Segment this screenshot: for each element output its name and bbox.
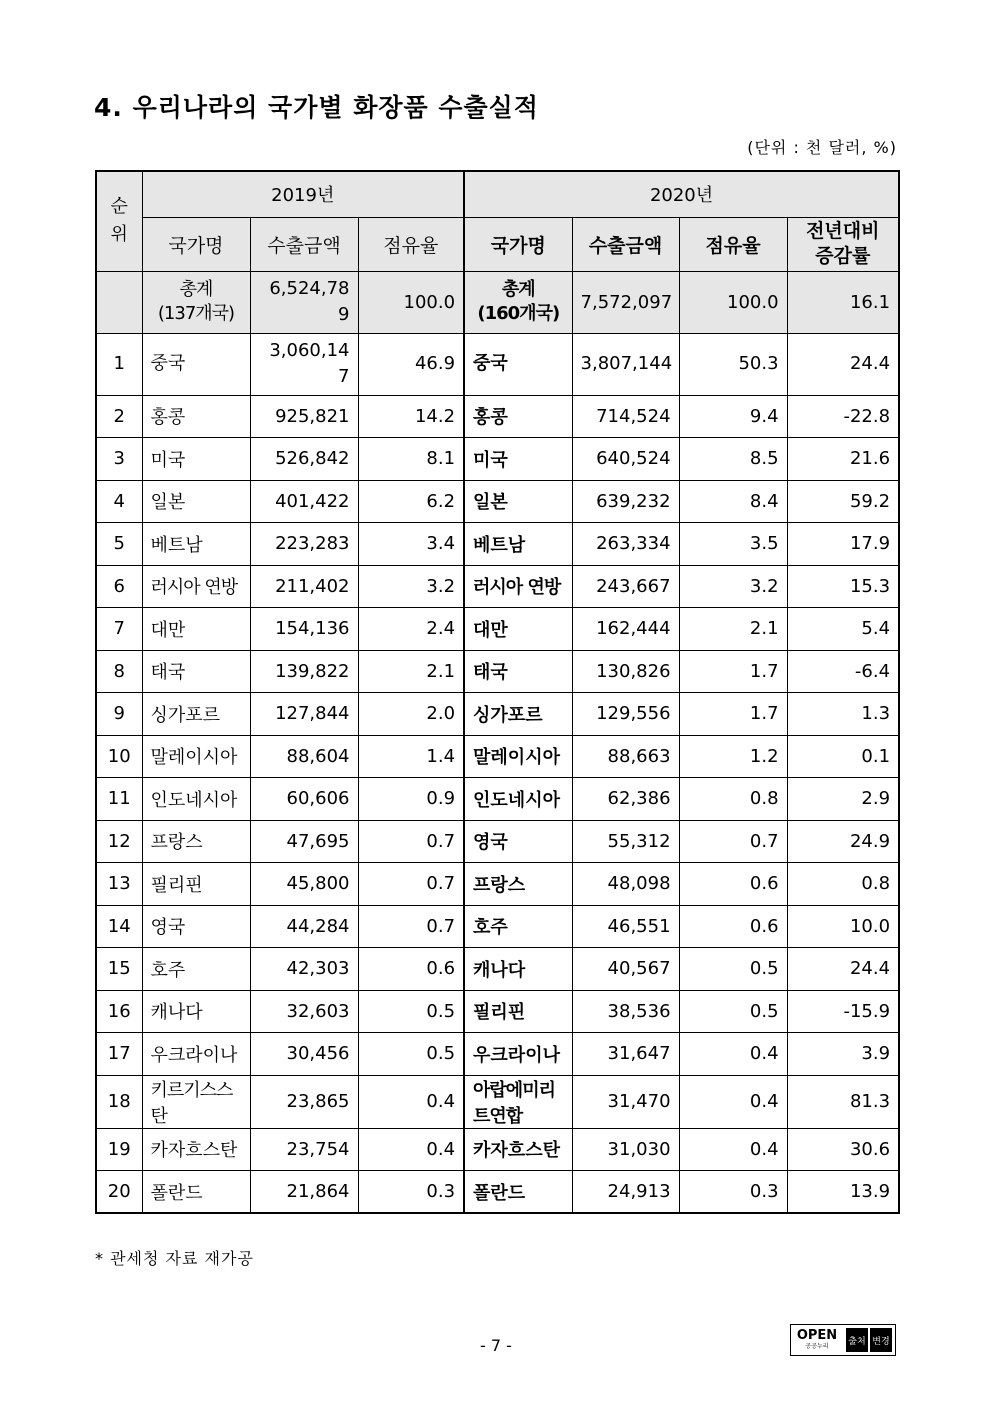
amount-2019-cell: 44,284 bbox=[250, 905, 358, 948]
amount-2020-cell: 639,232 bbox=[572, 480, 679, 523]
amount-2020-cell: 24,913 bbox=[572, 1171, 679, 1214]
country-2019-cell: 프랑스 bbox=[142, 820, 250, 863]
change-2020-cell: 0.1 bbox=[787, 735, 899, 778]
country-2020-cell: 우크라이나 bbox=[464, 1033, 572, 1076]
rank-cell: 17 bbox=[96, 1033, 142, 1076]
rank-cell: 19 bbox=[96, 1128, 142, 1171]
export-table bbox=[95, 170, 900, 1214]
share-2019-cell: 3.2 bbox=[358, 565, 464, 608]
amount-2019-cell: 32,603 bbox=[250, 990, 358, 1033]
country-2020-cell: 아랍에미리트연합 bbox=[464, 1075, 572, 1128]
license-change-icon: 변경 bbox=[870, 1328, 892, 1352]
amount-2020-cell: 48,098 bbox=[572, 863, 679, 906]
amount-2019-cell: 45,800 bbox=[250, 863, 358, 906]
table-row bbox=[96, 905, 899, 948]
amount-2020-cell: 31,647 bbox=[572, 1033, 679, 1076]
country-2020-cell: 미국 bbox=[464, 438, 572, 481]
share-2019-cell: 0.7 bbox=[358, 863, 464, 906]
col-amount-2020: 수출금액 bbox=[572, 217, 679, 271]
share-2019-cell: 8.1 bbox=[358, 438, 464, 481]
country-2020-cell: 홍콩 bbox=[464, 395, 572, 438]
rank-header: 순 위 bbox=[96, 171, 142, 271]
change-2020-cell: 10.0 bbox=[787, 905, 899, 948]
share-2019-cell: 0.4 bbox=[358, 1128, 464, 1171]
table-row bbox=[96, 395, 899, 438]
total-2020-share: 100.0 bbox=[679, 271, 787, 333]
amount-2020-cell: 55,312 bbox=[572, 820, 679, 863]
share-2019-cell: 46.9 bbox=[358, 333, 464, 395]
rank-cell: 10 bbox=[96, 735, 142, 778]
change-2020-cell: 13.9 bbox=[787, 1171, 899, 1214]
share-2019-cell: 0.3 bbox=[358, 1171, 464, 1214]
amount-2019-cell: 30,456 bbox=[250, 1033, 358, 1076]
share-2019-cell: 0.5 bbox=[358, 1033, 464, 1076]
change-2020-cell: 5.4 bbox=[787, 608, 899, 651]
amount-2019-cell: 3,060,147 bbox=[250, 333, 358, 395]
total-2019-amount: 6,524,789 bbox=[250, 271, 358, 333]
amount-2020-cell: 88,663 bbox=[572, 735, 679, 778]
rank-cell: 20 bbox=[96, 1171, 142, 1214]
amount-2019-cell: 223,283 bbox=[250, 523, 358, 566]
share-2019-cell: 0.7 bbox=[358, 905, 464, 948]
table-row bbox=[96, 333, 899, 395]
rank-cell: 2 bbox=[96, 395, 142, 438]
share-2019-cell: 0.7 bbox=[358, 820, 464, 863]
total-2020-amount: 7,572,097 bbox=[572, 271, 679, 333]
change-2020-cell: -15.9 bbox=[787, 990, 899, 1033]
table-row bbox=[96, 1033, 899, 1076]
change-2020-cell: 21.6 bbox=[787, 438, 899, 481]
amount-2019-cell: 42,303 bbox=[250, 948, 358, 991]
year-2020-header: 2020년 bbox=[464, 171, 899, 217]
country-2019-cell: 호주 bbox=[142, 948, 250, 991]
footnote: * 관세청 자료 재가공 bbox=[95, 1249, 254, 1268]
country-2019-cell: 중국 bbox=[142, 333, 250, 395]
change-2020-cell: 2.9 bbox=[787, 778, 899, 821]
share-2020-cell: 9.4 bbox=[679, 395, 787, 438]
rank-cell: 11 bbox=[96, 778, 142, 821]
share-2020-cell: 8.4 bbox=[679, 480, 787, 523]
amount-2020-cell: 31,030 bbox=[572, 1128, 679, 1171]
table-row bbox=[96, 565, 899, 608]
rank-cell: 15 bbox=[96, 948, 142, 991]
country-2020-cell: 중국 bbox=[464, 333, 572, 395]
share-2019-cell: 1.4 bbox=[358, 735, 464, 778]
amount-2019-cell: 21,864 bbox=[250, 1171, 358, 1214]
rank-cell: 8 bbox=[96, 650, 142, 693]
country-2020-cell: 필리핀 bbox=[464, 990, 572, 1033]
open-logo-word: OPEN bbox=[796, 1328, 838, 1343]
share-2020-cell: 50.3 bbox=[679, 333, 787, 395]
col-share-2020: 점유율 bbox=[679, 217, 787, 271]
table-row bbox=[96, 480, 899, 523]
share-2020-cell: 0.6 bbox=[679, 905, 787, 948]
col-share-2019: 점유율 bbox=[358, 217, 464, 271]
share-2019-cell: 3.4 bbox=[358, 523, 464, 566]
table-row bbox=[96, 778, 899, 821]
share-2019-cell: 6.2 bbox=[358, 480, 464, 523]
share-2020-cell: 0.4 bbox=[679, 1033, 787, 1076]
share-2019-cell: 2.1 bbox=[358, 650, 464, 693]
year-2019-header: 2019년 bbox=[142, 171, 464, 217]
rank-cell: 18 bbox=[96, 1075, 142, 1128]
share-2019-cell: 14.2 bbox=[358, 395, 464, 438]
share-2020-cell: 1.7 bbox=[679, 693, 787, 736]
rank-cell: 4 bbox=[96, 480, 142, 523]
country-2020-cell: 대만 bbox=[464, 608, 572, 651]
country-2019-cell: 캐나다 bbox=[142, 990, 250, 1033]
country-2019-cell: 폴란드 bbox=[142, 1171, 250, 1214]
share-2019-cell: 0.4 bbox=[358, 1075, 464, 1128]
country-2020-cell: 싱가포르 bbox=[464, 693, 572, 736]
amount-2019-cell: 211,402 bbox=[250, 565, 358, 608]
country-2020-cell: 베트남 bbox=[464, 523, 572, 566]
change-2020-cell: 81.3 bbox=[787, 1075, 899, 1128]
change-2020-cell: -22.8 bbox=[787, 395, 899, 438]
change-2020-cell: 3.9 bbox=[787, 1033, 899, 1076]
country-2020-cell: 말레이시아 bbox=[464, 735, 572, 778]
amount-2020-cell: 129,556 bbox=[572, 693, 679, 736]
amount-2020-cell: 62,386 bbox=[572, 778, 679, 821]
share-2020-cell: 0.4 bbox=[679, 1075, 787, 1128]
total-2019-share: 100.0 bbox=[358, 271, 464, 333]
amount-2020-cell: 640,524 bbox=[572, 438, 679, 481]
country-2020-cell: 인도네시아 bbox=[464, 778, 572, 821]
share-2020-cell: 3.5 bbox=[679, 523, 787, 566]
country-2019-cell: 태국 bbox=[142, 650, 250, 693]
share-2020-cell: 3.2 bbox=[679, 565, 787, 608]
change-2020-cell: 59.2 bbox=[787, 480, 899, 523]
amount-2019-cell: 88,604 bbox=[250, 735, 358, 778]
table-row bbox=[96, 650, 899, 693]
rank-cell: 16 bbox=[96, 990, 142, 1033]
change-2020-cell: 30.6 bbox=[787, 1128, 899, 1171]
country-2019-cell: 일본 bbox=[142, 480, 250, 523]
amount-2020-cell: 130,826 bbox=[572, 650, 679, 693]
amount-2019-cell: 925,821 bbox=[250, 395, 358, 438]
country-2020-cell: 캐나다 bbox=[464, 948, 572, 991]
amount-2019-cell: 526,842 bbox=[250, 438, 358, 481]
amount-2020-cell: 31,470 bbox=[572, 1075, 679, 1128]
amount-2019-cell: 139,822 bbox=[250, 650, 358, 693]
country-2019-cell: 키르기스스탄 bbox=[142, 1075, 250, 1128]
amount-2020-cell: 162,444 bbox=[572, 608, 679, 651]
amount-2019-cell: 23,865 bbox=[250, 1075, 358, 1128]
country-2019-cell: 말레이시아 bbox=[142, 735, 250, 778]
total-2019-name: 총계 (137개국) bbox=[142, 271, 250, 333]
country-2019-cell: 인도네시아 bbox=[142, 778, 250, 821]
country-2020-cell: 러시아 연방 bbox=[464, 565, 572, 608]
rank-cell: 9 bbox=[96, 693, 142, 736]
rank-cell: 3 bbox=[96, 438, 142, 481]
country-2019-cell: 카자흐스탄 bbox=[142, 1128, 250, 1171]
page-title: 4. 우리나라의 국가별 화장품 수출실적 bbox=[94, 93, 539, 122]
amount-2020-cell: 243,667 bbox=[572, 565, 679, 608]
share-2020-cell: 0.6 bbox=[679, 863, 787, 906]
amount-2019-cell: 401,422 bbox=[250, 480, 358, 523]
table-row bbox=[96, 1171, 899, 1214]
country-2019-cell: 필리핀 bbox=[142, 863, 250, 906]
table-row bbox=[96, 693, 899, 736]
amount-2019-cell: 23,754 bbox=[250, 1128, 358, 1171]
col-change-2020: 전년대비 증감률 bbox=[787, 217, 899, 271]
amount-2019-cell: 60,606 bbox=[250, 778, 358, 821]
country-2019-cell: 베트남 bbox=[142, 523, 250, 566]
table-row bbox=[96, 990, 899, 1033]
share-2019-cell: 2.0 bbox=[358, 693, 464, 736]
country-2019-cell: 러시아 연방 bbox=[142, 565, 250, 608]
share-2020-cell: 0.8 bbox=[679, 778, 787, 821]
change-2020-cell: 24.4 bbox=[787, 333, 899, 395]
amount-2020-cell: 40,567 bbox=[572, 948, 679, 991]
page-number: - 7 - bbox=[480, 1336, 512, 1355]
change-2020-cell: -6.4 bbox=[787, 650, 899, 693]
table-row bbox=[96, 1128, 899, 1171]
share-2019-cell: 0.9 bbox=[358, 778, 464, 821]
amount-2020-cell: 714,524 bbox=[572, 395, 679, 438]
license-attribution-icon: 출처 bbox=[846, 1328, 868, 1352]
change-2020-cell: 0.8 bbox=[787, 863, 899, 906]
country-2019-cell: 영국 bbox=[142, 905, 250, 948]
share-2020-cell: 0.7 bbox=[679, 820, 787, 863]
country-2019-cell: 홍콩 bbox=[142, 395, 250, 438]
change-2020-cell: 1.3 bbox=[787, 693, 899, 736]
country-2020-cell: 태국 bbox=[464, 650, 572, 693]
country-2020-cell: 호주 bbox=[464, 905, 572, 948]
total-2020-name: 총계 (160개국) bbox=[464, 271, 572, 333]
col-country-2019: 국가명 bbox=[142, 217, 250, 271]
col-country-2020: 국가명 bbox=[464, 217, 572, 271]
unit-note: (단위 : 천 달러, %) bbox=[747, 138, 897, 157]
country-2019-cell: 우크라이나 bbox=[142, 1033, 250, 1076]
amount-2020-cell: 3,807,144 bbox=[572, 333, 679, 395]
rank-cell: 1 bbox=[96, 333, 142, 395]
table-row bbox=[96, 863, 899, 906]
table-row bbox=[96, 438, 899, 481]
change-2020-cell: 24.9 bbox=[787, 820, 899, 863]
total-2020-change: 16.1 bbox=[787, 271, 899, 333]
open-license-logo bbox=[790, 1324, 896, 1356]
share-2020-cell: 8.5 bbox=[679, 438, 787, 481]
share-2020-cell: 0.3 bbox=[679, 1171, 787, 1214]
open-logo-sub: 공공누리 bbox=[805, 1343, 829, 1350]
country-2019-cell: 싱가포르 bbox=[142, 693, 250, 736]
country-2020-cell: 카자흐스탄 bbox=[464, 1128, 572, 1171]
rank-cell: 14 bbox=[96, 905, 142, 948]
share-2020-cell: 2.1 bbox=[679, 608, 787, 651]
col-amount-2019: 수출금액 bbox=[250, 217, 358, 271]
amount-2019-cell: 154,136 bbox=[250, 608, 358, 651]
country-2020-cell: 프랑스 bbox=[464, 863, 572, 906]
change-2020-cell: 24.4 bbox=[787, 948, 899, 991]
table-row bbox=[96, 820, 899, 863]
table-row bbox=[96, 523, 899, 566]
change-2020-cell: 17.9 bbox=[787, 523, 899, 566]
table-row bbox=[96, 735, 899, 778]
rank-cell: 12 bbox=[96, 820, 142, 863]
country-2020-cell: 일본 bbox=[464, 480, 572, 523]
amount-2019-cell: 127,844 bbox=[250, 693, 358, 736]
share-2020-cell: 0.5 bbox=[679, 948, 787, 991]
share-2019-cell: 2.4 bbox=[358, 608, 464, 651]
share-2019-cell: 0.6 bbox=[358, 948, 464, 991]
table-row bbox=[96, 948, 899, 991]
share-2020-cell: 1.7 bbox=[679, 650, 787, 693]
share-2020-cell: 0.5 bbox=[679, 990, 787, 1033]
country-2019-cell: 대만 bbox=[142, 608, 250, 651]
rank-cell: 5 bbox=[96, 523, 142, 566]
total-rank-cell bbox=[96, 271, 142, 333]
share-2019-cell: 0.5 bbox=[358, 990, 464, 1033]
table-row bbox=[96, 608, 899, 651]
country-2020-cell: 영국 bbox=[464, 820, 572, 863]
share-2020-cell: 0.4 bbox=[679, 1128, 787, 1171]
rank-cell: 7 bbox=[96, 608, 142, 651]
amount-2020-cell: 263,334 bbox=[572, 523, 679, 566]
change-2020-cell: 15.3 bbox=[787, 565, 899, 608]
amount-2020-cell: 38,536 bbox=[572, 990, 679, 1033]
rank-cell: 13 bbox=[96, 863, 142, 906]
table-row bbox=[96, 1075, 899, 1128]
amount-2019-cell: 47,695 bbox=[250, 820, 358, 863]
rank-cell: 6 bbox=[96, 565, 142, 608]
country-2019-cell: 미국 bbox=[142, 438, 250, 481]
share-2020-cell: 1.2 bbox=[679, 735, 787, 778]
amount-2020-cell: 46,551 bbox=[572, 905, 679, 948]
country-2020-cell: 폴란드 bbox=[464, 1171, 572, 1214]
